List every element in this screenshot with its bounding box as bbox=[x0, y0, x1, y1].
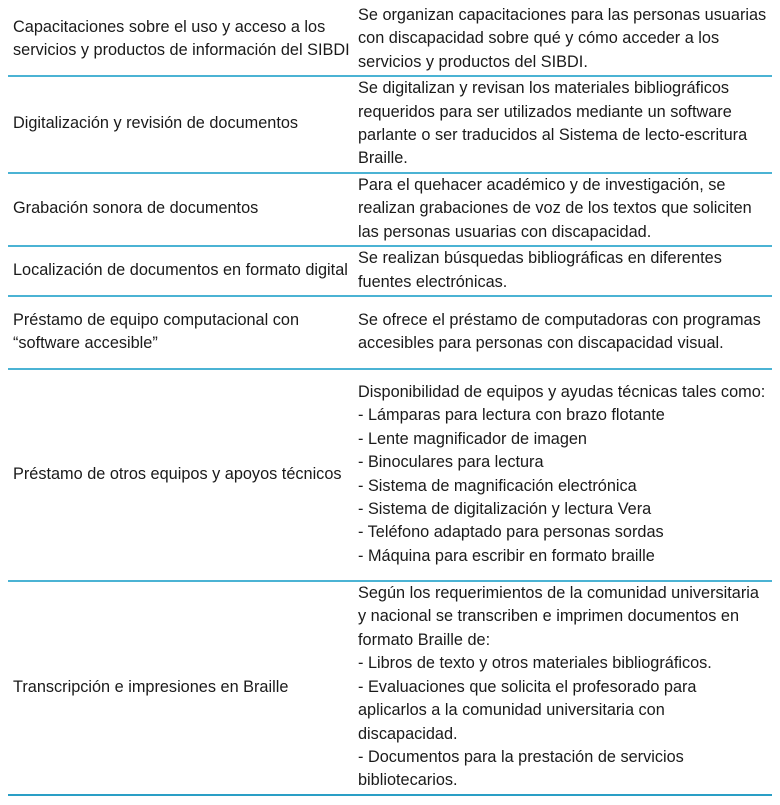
service-description-cell bbox=[354, 76, 772, 173]
services-table bbox=[8, 4, 772, 796]
service-description-cell bbox=[354, 173, 772, 246]
service-name-cell: Digitalización y revisión de documentos bbox=[8, 76, 354, 173]
table-row bbox=[8, 369, 772, 581]
table-row bbox=[8, 173, 772, 246]
table-row bbox=[8, 296, 772, 369]
table-row bbox=[8, 246, 772, 296]
description-line: Disponibilidad de equipos y ayudas técnicas tales como: bbox=[358, 382, 766, 401]
description-line: - Lente magnificador de imagen bbox=[358, 429, 587, 448]
service-name-cell: Capacitaciones sobre el uso y acceso a los servicios y productos de información del SIBDI bbox=[8, 4, 354, 76]
description-line: - Libros de texto y otros materiales bibliográficos. bbox=[358, 654, 712, 673]
description-line: - Lámparas para lectura con brazo flotante bbox=[358, 406, 665, 425]
description-line: Se digitalizan y revisan los materiales bibliográficos requeridos para ser utilizados mediante un software parlante o ser traducidos al Sistema de lecto-escritura Braille. bbox=[358, 79, 748, 168]
service-description-cell bbox=[354, 581, 772, 795]
description-line: - Evaluaciones que solicita el profesorado para aplicarlos a la comunidad universitaria con discapacidad. bbox=[358, 677, 697, 743]
service-name-cell: Grabación sonora de documentos bbox=[8, 173, 354, 246]
service-name-cell: Transcripción e impresiones en Braille bbox=[8, 581, 354, 795]
table-row bbox=[8, 581, 772, 795]
service-description-cell bbox=[354, 4, 772, 76]
description-line: Según los requerimientos de la comunidad universitaria y nacional se transcriben e imprimen documentos en formato Braille de: bbox=[358, 584, 759, 649]
description-line: Se organizan capacitaciones para las personas usuarias con discapacidad sobre qué y cómo acceder a los servicios y productos del SIBDI. bbox=[358, 6, 767, 71]
service-name-cell: Préstamo de otros equipos y apoyos técnicos bbox=[8, 369, 354, 581]
description-line: - Sistema de magnificación electrónica bbox=[358, 476, 637, 495]
table-row bbox=[8, 76, 772, 173]
service-description-cell bbox=[354, 246, 772, 296]
description-line: - Máquina para escribir en formato braille bbox=[358, 546, 655, 565]
description-line: Se ofrece el préstamo de computadoras con programas accesibles para personas con discapacidad visual. bbox=[358, 310, 761, 353]
service-name-cell: Localización de documentos en formato digital bbox=[8, 246, 354, 296]
description-line: - Documentos para la prestación de servicios bibliotecarios. bbox=[358, 747, 684, 790]
service-name-cell: Préstamo de equipo computacional con “software accesible” bbox=[8, 296, 354, 369]
service-description-cell bbox=[354, 369, 772, 581]
description-line: Para el quehacer académico y de investigación, se realizan grabaciones de voz de los textos que soliciten las personas usuarias con discapacidad. bbox=[358, 175, 752, 241]
table-row bbox=[8, 4, 772, 76]
description-line: - Sistema de digitalización y lectura Vera bbox=[358, 499, 652, 518]
description-line: - Binoculares para lectura bbox=[358, 453, 544, 472]
service-description-cell bbox=[354, 296, 772, 369]
description-line: - Teléfono adaptado para personas sordas bbox=[358, 523, 664, 542]
description-line: Se realizan búsquedas bibliográficas en diferentes fuentes electrónicas. bbox=[358, 249, 722, 291]
